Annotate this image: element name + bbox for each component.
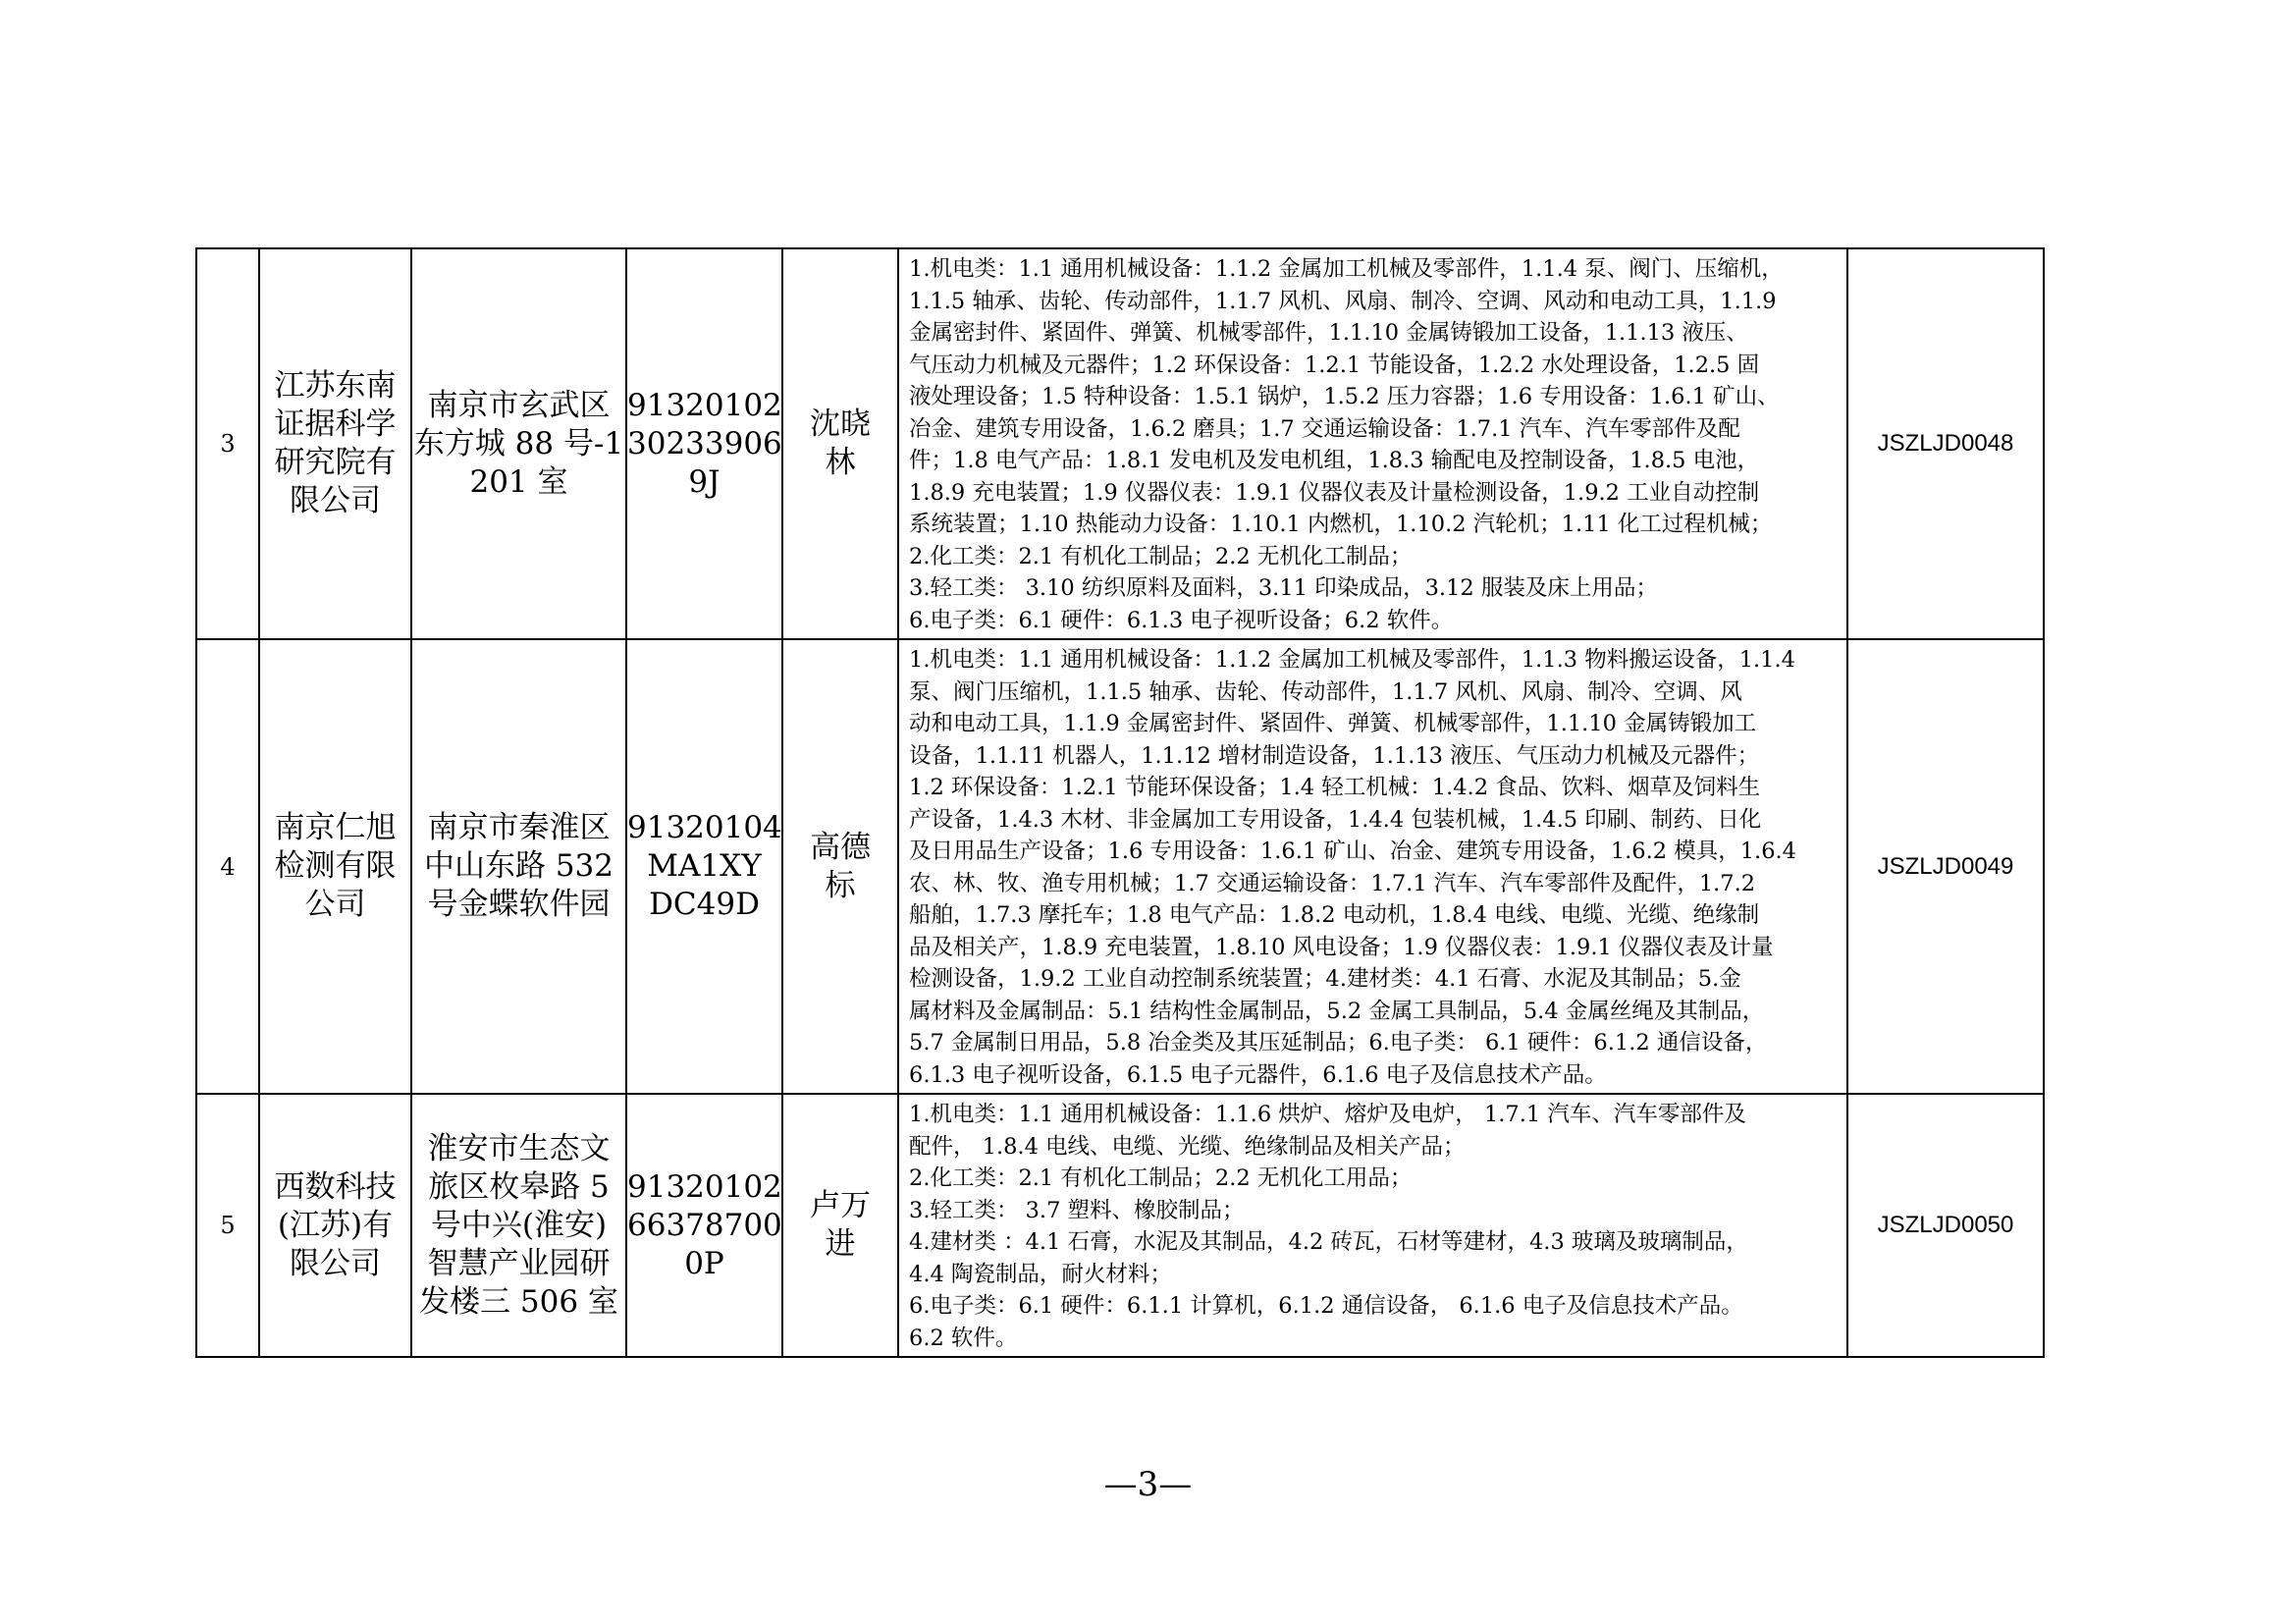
company-address-line: 南京市秦淮区 bbox=[427, 810, 611, 845]
inspection-scope-line: 动和电动工具，1.1.9 金属密封件、紧固件、弹簧、机械零部件，1.1.10 金属铸锻加工 bbox=[909, 711, 1757, 736]
inspection-scope bbox=[898, 248, 1847, 639]
inspection-scope-line: 1.8.9 充电装置；1.9 仪器仪表：1.9.1 仪器仪表及计量检测设备，1.9.2 工业自动控制 bbox=[909, 479, 1760, 506]
company-address-line: 号中兴(淮安) bbox=[430, 1207, 608, 1243]
inspection-scope-line: 6.电子类：6.1 硬件：6.1.3 电子视听设备；6.2 软件。 bbox=[909, 607, 1454, 633]
credit-code bbox=[626, 248, 782, 639]
inspection-scope-line: 金属密封件、紧固件、弹簧、机械零部件，1.1.10 金属铸锻加工设备，1.1.13 液压、 bbox=[909, 320, 1748, 346]
company-name-line: 检测有限 bbox=[274, 848, 397, 884]
credit-code-line: DC49D bbox=[649, 887, 760, 922]
credit-code-line: 0P bbox=[684, 1245, 724, 1281]
credit-code-line: MA1XY bbox=[647, 848, 762, 884]
credit-code bbox=[626, 639, 782, 1094]
company-address-line: 发楼三 506 室 bbox=[419, 1283, 618, 1320]
legal-person bbox=[782, 248, 898, 639]
inspection-scope-line: 1.机电类：1.1 通用机械设备：1.1.6 烘炉、熔炉及电炉， 1.7.1 汽车、汽车零部件及 bbox=[909, 1102, 1746, 1127]
inspection-scope bbox=[898, 639, 1847, 1094]
inspection-scope-line: 配件， 1.8.4 电线、电缆、光缆、绝缘制品及相关产品； bbox=[909, 1133, 1466, 1160]
row-number: 5 bbox=[196, 1094, 259, 1357]
inspection-scope-line: 品及相关产，1.8.9 充电装置，1.8.10 风电设备；1.9 仪器仪表：1.9.1 仪器仪表及计量 bbox=[909, 934, 1774, 960]
table-row bbox=[196, 639, 2044, 1094]
company-name-line: 证据科学 bbox=[274, 406, 397, 442]
inspection-scope-line: 4.4 陶瓷制品，耐火材料； bbox=[909, 1261, 1172, 1287]
inspection-scope-line: 2.化工类：2.1 有机化工制品；2.2 无机化工用品； bbox=[909, 1165, 1413, 1191]
row-number: 3 bbox=[196, 248, 259, 639]
company-name-line: 南京仁旭 bbox=[274, 810, 397, 845]
inspection-scope-line: 检测设备，1.9.2 工业自动控制系统装置；4.建材类：4.1 石膏、水泥及其制品；5.金 bbox=[909, 966, 1741, 992]
page-number: —3— bbox=[1103, 1465, 1193, 1504]
legal-person-line: 高德 bbox=[810, 829, 871, 865]
inspection-scope-line: 液处理设备；1.5 特种设备：1.5.1 锅炉，1.5.2 压力容器；1.6 专用设备：1.6.1 矿山、 bbox=[909, 384, 1780, 409]
credit-code-line: 91320102 bbox=[627, 1168, 782, 1205]
inspection-scope-line: 件；1.8 电气产品：1.8.1 发电机及发电机组，1.8.3 输配电及控制设备，1.8.5 电池， bbox=[909, 448, 1760, 473]
table-row bbox=[196, 248, 2044, 639]
inspection-scope-line: 1.机电类：1.1 通用机械设备：1.1.2 金属加工机械及零部件，1.1.3 物料搬运设备，1.1.4 bbox=[909, 647, 1795, 673]
row-number: 4 bbox=[196, 639, 259, 1094]
credit-code-line: 91320102 bbox=[627, 387, 782, 423]
company-address-line: 淮安市生态文 bbox=[427, 1130, 611, 1166]
company-name bbox=[259, 248, 411, 639]
legal-person-line: 林 bbox=[825, 445, 856, 480]
inspection-scope-line: 船舶，1.7.3 摩托车；1.8 电气产品：1.8.2 电动机，1.8.4 电线、电缆、光缆、绝缘制 bbox=[909, 902, 1760, 928]
legal-person bbox=[782, 639, 898, 1094]
legal-person bbox=[782, 1094, 898, 1357]
company-name-line: (江苏)有 bbox=[277, 1207, 394, 1243]
company-address bbox=[411, 248, 626, 639]
inspection-scope-line: 4.建材类 ：4.1 石膏，水泥及其制品，4.2 砖瓦，石材等建材，4.3 玻璃及玻璃制品， bbox=[909, 1229, 1748, 1255]
inspection-scope-line: 1.机电类：1.1 通用机械设备：1.1.2 金属加工机械及零部件，1.1.4 泵、阀门、压缩机， bbox=[909, 256, 1784, 282]
inspection-scope-line: 1.2 环保设备：1.2.1 节能环保设备；1.4 轻工机械：1.4.2 食品、饮料、烟草及饲料生 bbox=[909, 775, 1761, 800]
company-address-line: 东方城 88 号-1 bbox=[413, 425, 624, 461]
table-row bbox=[196, 1094, 2044, 1357]
inspection-scope-line: 气压动力机械及元器件；1.2 环保设备：1.2.1 节能设备，1.2.2 水处理设备，1.2.5 固 bbox=[909, 352, 1760, 378]
company-address-line: 号金蝶软件园 bbox=[427, 887, 611, 922]
inspection-scope-line: 产设备，1.4.3 木材、非金属加工专用设备，1.4.4 包装机械，1.4.5 印刷、制药、日化 bbox=[909, 806, 1762, 833]
credit-code-line: 91320104 bbox=[627, 810, 782, 845]
company-address bbox=[411, 1094, 626, 1357]
credit-code-line: 66378700 bbox=[627, 1207, 782, 1243]
legal-person-line: 卢万 bbox=[810, 1188, 871, 1223]
inspection-scope-line: 属材料及金属制品：5.1 结构性金属制品，5.2 金属工具制品，5.4 金属丝绳及其制品， bbox=[909, 998, 1765, 1024]
company-name-line: 限公司 bbox=[290, 483, 381, 518]
legal-person-line: 标 bbox=[825, 867, 856, 903]
inspection-scope-line: 冶金、建筑专用设备，1.6.2 磨具；1.7 交通运输设备：1.7.1 汽车、汽车零部件及配 bbox=[909, 415, 1740, 442]
company-address-line: 南京市玄武区 bbox=[427, 387, 611, 423]
inspection-scope-line: 泵、阀门压缩机，1.1.5 轴承、齿轮、传动部件，1.1.7 风机、风扇、制冷、空调、风 bbox=[909, 678, 1742, 705]
company-address-line: 201 室 bbox=[469, 463, 568, 500]
company-name-line: 西数科技 bbox=[274, 1168, 397, 1205]
inspection-scope-line: 及日用品生产设备；1.6 专用设备：1.6.1 矿山、冶金、建筑专用设备，1.6.2 模具，1.6.4 bbox=[909, 839, 1796, 864]
record-id: JSZLJD0050 bbox=[1847, 1094, 2044, 1357]
company-name bbox=[259, 639, 411, 1094]
company-address-line: 旅区枚皋路 5 bbox=[428, 1168, 610, 1205]
legal-person-line: 进 bbox=[825, 1226, 856, 1262]
company-address-line: 智慧产业园研 bbox=[427, 1245, 611, 1281]
record-id: JSZLJD0049 bbox=[1847, 639, 2044, 1094]
company-name-line: 公司 bbox=[304, 887, 366, 922]
inspection-scope-line: 系统装置；1.10 热能动力设备：1.10.1 内燃机，1.10.2 汽轮机；1.11 化工过程机械； bbox=[909, 512, 1773, 537]
legal-person-line: 沈晓 bbox=[810, 406, 871, 442]
record-id: JSZLJD0048 bbox=[1847, 248, 2044, 639]
company-address bbox=[411, 639, 626, 1094]
inspection-scope-line: 5.7 金属制日用品，5.8 冶金类及其压延制品；6.电子类： 6.1 硬件：6.1.2 通信设备， bbox=[909, 1030, 1768, 1056]
inspection-scope-line: 6.电子类：6.1 硬件：6.1.1 计算机，6.1.2 通信设备， 6.1.6 电子及信息技术产品。 bbox=[909, 1293, 1743, 1319]
qualification-table bbox=[195, 247, 2045, 1358]
company-name bbox=[259, 1094, 411, 1357]
company-name-line: 限公司 bbox=[290, 1245, 381, 1281]
credit-code-line: 30233906 bbox=[627, 425, 782, 461]
credit-code-line: 9J bbox=[688, 463, 721, 500]
credit-code bbox=[626, 1094, 782, 1357]
inspection-scope-line: 农、林、牧、渔专用机械；1.7 交通运输设备：1.7.1 汽车、汽车零部件及配件，1.7.2 bbox=[909, 870, 1756, 896]
inspection-scope-line: 3.轻工类： 3.10 纺织原料及面料，3.11 印染成品，3.12 服装及床上用品； bbox=[909, 575, 1658, 601]
inspection-scope bbox=[898, 1094, 1847, 1357]
inspection-scope-line: 1.1.5 轴承、齿轮、传动部件，1.1.7 风机、风扇、制冷、空调、风动和电动工具，1.1.9 bbox=[909, 288, 1777, 314]
inspection-scope-line: 3.轻工类： 3.7 塑料、橡胶制品； bbox=[909, 1197, 1245, 1223]
inspection-scope-line: 6.1.3 电子视听设备，6.1.5 电子元器件，6.1.6 电子及信息技术产品。 bbox=[909, 1061, 1607, 1088]
inspection-scope-line: 2.化工类：2.1 有机化工制品；2.2 无机化工制品； bbox=[909, 543, 1413, 569]
company-name-line: 研究院有 bbox=[274, 445, 397, 480]
company-name-line: 江苏东南 bbox=[274, 368, 397, 404]
inspection-scope-line: 设备，1.1.11 机器人，1.1.12 增材制造设备，1.1.13 液压、气压动力机械及元器件； bbox=[909, 742, 1760, 769]
inspection-scope-line: 6.2 软件。 bbox=[909, 1325, 1018, 1351]
company-address-line: 中山东路 532 bbox=[423, 848, 614, 884]
